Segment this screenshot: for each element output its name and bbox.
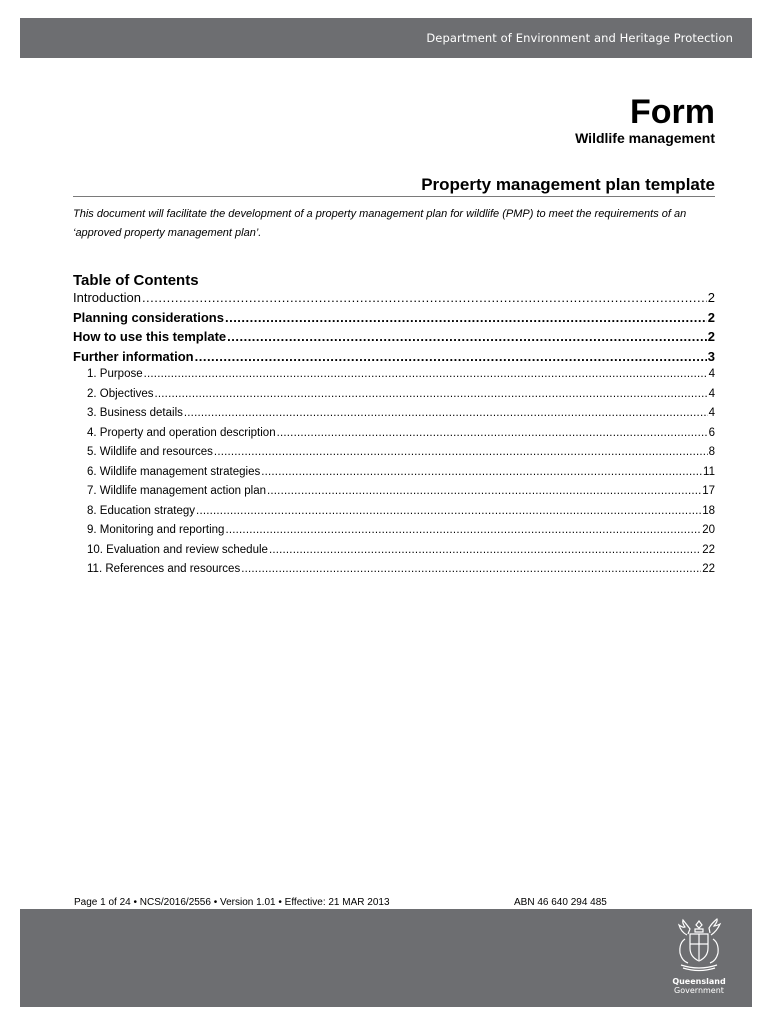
toc-dot-leader	[225, 310, 707, 325]
toc-entry-page: 4	[708, 387, 715, 400]
toc-entry-page: 11	[703, 465, 715, 478]
toc-entry-property-description[interactable]	[73, 427, 715, 447]
toc-entry-label: 5. Wildlife and resources	[87, 446, 213, 458]
toc-dot-leader	[267, 485, 701, 497]
toc-entry-page: 4	[708, 407, 715, 419]
queensland-government-logo	[668, 917, 730, 1001]
toc-dot-leader	[184, 407, 708, 419]
toc-entry-evaluation-review[interactable]	[73, 544, 715, 564]
toc-entry-label: 9. Monitoring and reporting	[87, 524, 225, 536]
toc-entry-page: 2	[707, 309, 715, 325]
toc-entry-label: Planning considerations	[73, 309, 224, 325]
queensland-coat-of-arms-icon	[669, 917, 729, 975]
toc-entry-label: Introduction	[73, 290, 141, 305]
toc-entry-page: 8	[708, 446, 715, 458]
toc-entry-page: 2	[707, 329, 715, 344]
title-divider	[73, 196, 715, 197]
toc-dot-leader	[225, 524, 701, 536]
toc-dot-leader	[196, 505, 701, 517]
toc-entry-objectives[interactable]	[73, 388, 715, 408]
logo-queensland-text: Queensland	[672, 977, 726, 986]
toc-heading: Table of Contents	[73, 272, 199, 289]
toc-entry-label: 2. Objectives	[87, 387, 154, 400]
toc-entry-management-strategies[interactable]	[73, 466, 715, 486]
toc-entry-purpose[interactable]	[73, 368, 715, 388]
toc-entry-label: 8. Education strategy	[87, 504, 196, 517]
toc-entry-how-to-use[interactable]	[73, 329, 715, 349]
toc-dot-leader	[261, 466, 702, 478]
document-title: Property management plan template	[421, 175, 715, 194]
toc-entry-label: 1. Purpose	[87, 368, 143, 380]
footer-page-info: Page 1 of 24 • NCS/2016/2556 • Version 1.01 • Effective: 21 MAR 2013	[74, 897, 390, 908]
toc-entry-label: 3. Business details	[87, 407, 183, 419]
footer-abn: ABN 46 640 294 485	[514, 897, 607, 908]
toc-entry-page: 18	[702, 504, 715, 517]
toc-entry-wildlife-resources[interactable]	[73, 446, 715, 466]
form-title: Form	[630, 93, 715, 131]
toc-entry-page: 17	[702, 485, 715, 497]
toc-dot-leader	[227, 329, 707, 344]
toc-entry-references-resources[interactable]	[73, 563, 715, 583]
form-subtitle: Wildlife management	[575, 130, 715, 146]
toc-entry-planning-considerations[interactable]	[73, 310, 715, 330]
toc-entry-introduction[interactable]	[73, 290, 715, 310]
toc-entry-label: 4. Property and operation description	[87, 426, 276, 439]
toc-entry-page: 22	[702, 563, 715, 575]
toc-dot-leader	[241, 563, 701, 575]
toc-dot-leader	[277, 427, 708, 439]
header-band	[20, 18, 752, 58]
toc-dot-leader	[154, 388, 707, 400]
toc-dot-leader	[269, 544, 701, 556]
toc-entry-page: 20	[702, 524, 715, 536]
intro-paragraph: This document will facilitate the development of a property management plan for wildlife (PMP) to meet the requirements of an ‘approved property management plan’.	[73, 208, 687, 239]
toc-entry-label: 7. Wildlife management action plan	[87, 485, 266, 497]
toc-entry-label: 10. Evaluation and review schedule	[87, 543, 268, 556]
toc-entry-business-details[interactable]	[73, 407, 715, 427]
toc-entry-page: 6	[708, 426, 715, 439]
toc-entry-education-strategy[interactable]	[73, 505, 715, 525]
toc-dot-leader	[142, 290, 707, 305]
table-of-contents	[73, 290, 715, 583]
toc-entry-action-plan[interactable]	[73, 485, 715, 505]
toc-dot-leader	[144, 368, 708, 380]
department-name: Department of Environment and Heritage Protection	[426, 31, 733, 45]
toc-entry-page: 4	[708, 368, 715, 380]
toc-entry-page: 3	[707, 348, 715, 364]
toc-entry-page: 22	[702, 543, 715, 556]
toc-entry-further-information[interactable]	[73, 349, 715, 369]
footer-band	[20, 909, 752, 1007]
toc-entry-monitoring-reporting[interactable]	[73, 524, 715, 544]
toc-dot-leader	[195, 349, 707, 364]
logo-government-text: Government	[674, 986, 724, 995]
toc-dot-leader	[214, 446, 708, 458]
toc-entry-label: 11. References and resources	[87, 563, 241, 575]
toc-entry-label: Further information	[73, 348, 194, 364]
toc-entry-page: 2	[707, 290, 715, 305]
toc-entry-label: 6. Wildlife management strategies	[87, 465, 261, 478]
toc-entry-label: How to use this template	[73, 329, 227, 344]
